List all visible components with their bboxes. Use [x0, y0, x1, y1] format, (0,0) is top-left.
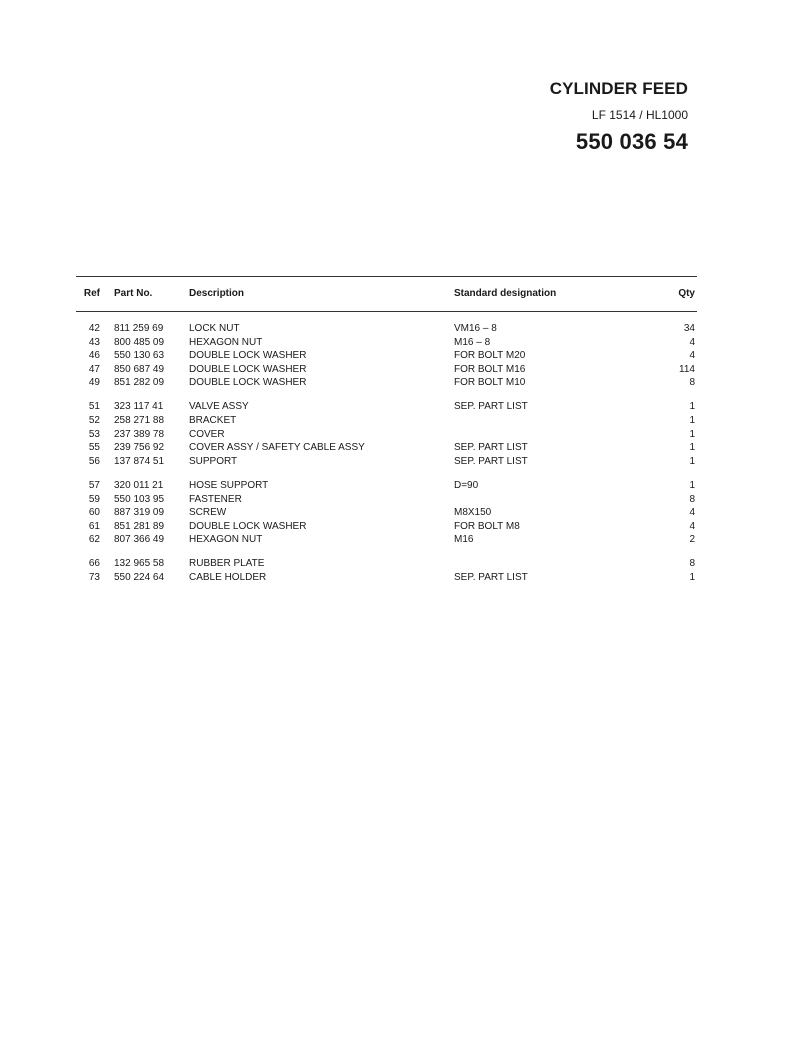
row-group: [76, 322, 697, 390]
row-group: [76, 400, 697, 468]
cell-ref: 53: [88, 428, 100, 440]
cell-ref: 43: [88, 336, 100, 348]
cell-standard-designation: FOR BOLT M10: [454, 377, 526, 389]
cell-qty: 1: [689, 401, 695, 413]
cell-ref: 61: [88, 520, 100, 532]
cell-qty: 1: [689, 442, 695, 454]
cell-qty: 114: [679, 363, 695, 375]
column-header-description: Description: [189, 288, 245, 299]
cell-standard-designation: M16: [454, 534, 474, 546]
parts-table: [76, 276, 697, 595]
cell-description: DOUBLE LOCK WASHER: [189, 377, 307, 389]
cell-part-no: 550 130 63: [114, 350, 165, 362]
cell-part-no: 237 389 78: [114, 428, 165, 440]
cell-description: HOSE SUPPORT: [189, 479, 269, 491]
cell-qty: 1: [689, 455, 695, 467]
cell-standard-designation: SEP. PART LIST: [454, 455, 528, 467]
cell-ref: 56: [88, 455, 100, 467]
cell-description: LOCK NUT: [189, 323, 240, 334]
cell-qty: 4: [689, 350, 695, 362]
cell-part-no: 851 282 09: [114, 377, 165, 389]
cell-part-no: 132 965 58: [114, 558, 165, 570]
cell-part-no: 550 224 64: [114, 572, 165, 583]
cell-qty: 4: [689, 336, 695, 348]
cell-description: SUPPORT: [189, 455, 238, 467]
cell-ref: 57: [88, 479, 100, 491]
cell-ref: 60: [88, 507, 100, 519]
column-header-ref: Ref: [83, 288, 100, 299]
cell-standard-designation: M8X150: [454, 507, 492, 519]
cell-description: FASTENER: [189, 493, 242, 505]
cell-standard-designation: FOR BOLT M8: [454, 520, 520, 532]
row-group: [76, 479, 697, 547]
cell-qty: 34: [683, 323, 695, 334]
cell-description: COVER ASSY / SAFETY CABLE ASSY: [189, 442, 365, 454]
cell-qty: 8: [689, 377, 695, 389]
cell-qty: 2: [689, 534, 695, 546]
column-header-part-no: Part No.: [114, 288, 153, 299]
cell-ref: 62: [88, 534, 100, 546]
cell-ref: 49: [88, 377, 100, 389]
cell-part-no: 887 319 09: [114, 507, 165, 519]
cell-description: RUBBER PLATE: [189, 558, 265, 570]
cell-standard-designation: M16 – 8: [454, 336, 491, 348]
cell-qty: 1: [689, 415, 695, 427]
cell-ref: 66: [88, 558, 100, 570]
cell-ref: 42: [88, 323, 100, 334]
cell-part-no: 851 281 89: [114, 520, 165, 532]
cell-part-no: 800 485 09: [114, 336, 165, 348]
table-row: [76, 441, 697, 455]
cell-ref: 55: [88, 442, 100, 454]
cell-ref: 47: [88, 363, 100, 375]
cell-part-no: 258 271 88: [114, 415, 165, 427]
cell-qty: 1: [689, 428, 695, 440]
cell-description: HEXAGON NUT: [189, 336, 263, 348]
cell-description: DOUBLE LOCK WASHER: [189, 363, 307, 375]
cell-part-no: 323 117 41: [114, 401, 164, 413]
table-row: [76, 571, 697, 585]
table-row: [76, 479, 697, 493]
column-header-qty: Qty: [678, 288, 695, 299]
table-row: [76, 506, 697, 520]
cell-ref: 51: [88, 401, 100, 413]
table-row: [76, 349, 697, 363]
cell-part-no: 850 687 49: [114, 363, 165, 375]
cell-part-no: 320 011 21: [114, 479, 164, 491]
document-header: [550, 78, 688, 155]
cell-standard-designation: VM16 – 8: [454, 323, 497, 334]
cell-description: CABLE HOLDER: [189, 572, 267, 583]
cell-standard-designation: FOR BOLT M20: [454, 350, 526, 362]
table-row: [76, 493, 697, 507]
cell-standard-designation: SEP. PART LIST: [454, 401, 528, 413]
cell-part-no: 137 874 51: [114, 455, 165, 467]
table-row: [76, 322, 697, 336]
cell-qty: 1: [689, 479, 695, 491]
cell-standard-designation: SEP. PART LIST: [454, 442, 528, 454]
cell-standard-designation: FOR BOLT M16: [454, 363, 526, 375]
cell-qty: 8: [689, 493, 695, 505]
row-group: [76, 557, 697, 584]
assembly-part-number: 550 036 54: [575, 129, 688, 154]
table-row: [76, 414, 697, 428]
cell-description: DOUBLE LOCK WASHER: [189, 520, 307, 532]
cell-description: SCREW: [189, 507, 227, 519]
cell-part-no: 239 756 92: [114, 442, 165, 454]
cell-description: BRACKET: [189, 415, 237, 427]
cell-ref: 52: [88, 415, 100, 427]
cell-description: HEXAGON NUT: [189, 534, 263, 546]
table-row: [76, 428, 697, 442]
table-row: [76, 520, 697, 534]
model-subtitle: LF 1514 / HL1000: [591, 108, 688, 122]
cell-part-no: 807 366 49: [114, 534, 165, 546]
cell-ref: 46: [88, 350, 100, 362]
cell-standard-designation: D=90: [454, 479, 479, 491]
table-row: [76, 376, 697, 390]
cell-description: VALVE ASSY: [189, 401, 249, 413]
cell-qty: 4: [689, 520, 695, 532]
cell-ref: 73: [88, 572, 100, 583]
cell-part-no: 811 259 69: [114, 323, 164, 334]
table-body: [76, 312, 697, 585]
cell-part-no: 550 103 95: [114, 493, 165, 505]
cell-description: COVER: [189, 428, 225, 440]
document-title: CYLINDER FEED: [549, 79, 688, 98]
table-row: [76, 400, 697, 414]
table-header: [76, 277, 697, 311]
cell-qty: 4: [689, 507, 695, 519]
table-row: [76, 455, 697, 469]
column-header-standard-designation: Standard designation: [454, 288, 557, 299]
table-row: [76, 533, 697, 547]
cell-qty: 1: [689, 572, 695, 583]
cell-standard-designation: SEP. PART LIST: [454, 572, 528, 583]
table-row: [76, 557, 697, 571]
cell-description: DOUBLE LOCK WASHER: [189, 350, 307, 362]
cell-qty: 8: [689, 558, 695, 570]
cell-ref: 59: [88, 493, 100, 505]
table-row: [76, 363, 697, 377]
table-row: [76, 336, 697, 350]
